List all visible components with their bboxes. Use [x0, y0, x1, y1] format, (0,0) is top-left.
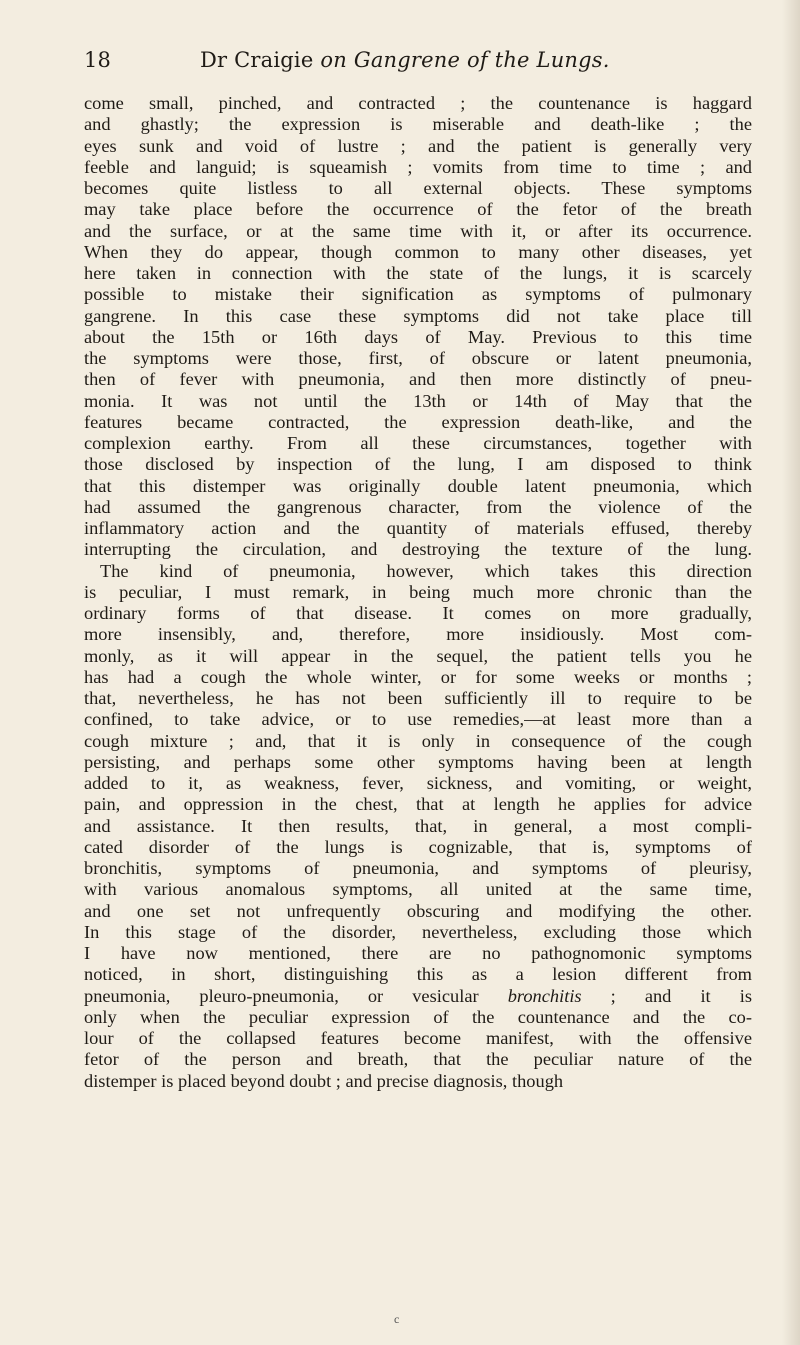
running-head-on: on [320, 48, 347, 72]
text-line: cough mixture ; and, that it is only in consequence of the cough [84, 730, 752, 751]
text-line: monia. It was not until the 13th or 14th of May that the [84, 390, 752, 411]
text-line: and the surface, or at the same time with it, or after its occurrence. [84, 220, 752, 241]
text-line: pain, and oppression in the chest, that at length he applies for advice [84, 794, 752, 815]
text-line: interrupting the circulation, and destroying the texture of the lung. [84, 539, 752, 560]
text-line: about the 15th or 16th days of May. Previous to this time [84, 326, 752, 347]
text-line: that, nevertheless, he has not been sufficiently ill to require to be [84, 688, 752, 708]
text-line: only when the peculiar expression of the countenance and the co- [84, 1006, 752, 1027]
text-line: here taken in connection with the state of the lungs, it is scarcely [84, 263, 752, 283]
text-line: possible to mistake their signification as symptoms of pulmonary [84, 284, 752, 305]
italic-term: bronchitis [507, 985, 582, 1006]
text-line: eyes sunk and void of lustre ; and the patient is generally very [84, 135, 752, 156]
text-line: and assistance. It then results, that, in general, a most compli- [84, 815, 752, 836]
text-line: confined, to take advice, or to use remedies,—at least more than a [84, 709, 752, 730]
text-line: and ghastly; the expression is miserable and death-like ; the [84, 114, 752, 135]
page-header [84, 48, 740, 82]
text-line: persisting, and perhaps some other symptoms having been at length [84, 751, 752, 772]
text-line: inflammatory action and the quantity of materials effused, thereby [84, 518, 752, 538]
text-line: noticed, in short, distinguishing this as a lesion different from [84, 964, 752, 985]
text-line: becomes quite listless to all external objects. These symptoms [84, 178, 752, 198]
running-head-title: Gangrene of the Lungs. [353, 48, 610, 72]
text-line: complexion earthy. From all these circumstances, together with [84, 433, 752, 453]
text-line: feeble and languid; is squeamish ; vomits from time to time ; and [84, 156, 752, 177]
text-line: distemper is placed beyond doubt ; and precise diagnosis, though [84, 1070, 564, 1091]
text-line: and one set not unfrequently obscuring and modifying the other. [84, 900, 752, 921]
text-line: then of fever with pneumonia, and then more distinctly of pneu- [84, 369, 752, 390]
running-head-author: Dr Craigie [200, 48, 314, 72]
text-line: that this distemper was originally double latent pneumonia, which [84, 475, 752, 496]
text-line: gangrene. In this case these symptoms did not take place till [84, 305, 752, 326]
text-line: added to it, as weakness, fever, sickness, and vomiting, or weight, [84, 773, 752, 793]
body-text [84, 93, 752, 1092]
text-line: with various anomalous symptoms, all united at the same time, [84, 879, 752, 900]
text-line: is peculiar, I must remark, in being much more chronic than the [84, 581, 752, 602]
text-line: When they do appear, though common to many other diseases, yet [84, 241, 752, 262]
text-line: fetor of the person and breath, that the peculiar nature of the [84, 1049, 752, 1070]
signature-mark: c [394, 1312, 400, 1326]
text-line: come small, pinched, and contracted ; the countenance is haggard [84, 93, 752, 113]
text-line: more insensibly, and, therefore, more insidiously. Most com- [84, 624, 752, 645]
text-line: has had a cough the whole winter, or for some weeks or months ; [84, 666, 752, 687]
text-line: those disclosed by inspection of the lung, I am disposed to think [84, 454, 752, 475]
text-line: the symptoms were those, first, of obscure or latent pneumonia, [84, 348, 752, 368]
text-line: monly, as it will appear in the sequel, the patient tells you he [84, 645, 752, 666]
text-line: I have now mentioned, there are no pathognomonic symptoms [84, 943, 752, 963]
running-head [200, 48, 610, 72]
text-line: lour of the collapsed features become manifest, with the offensive [84, 1028, 752, 1048]
text-line: pneumonia, pleuro-pneumonia, or vesicular bronchitis ; and it is [84, 985, 752, 1006]
page-edge-shadow [782, 0, 800, 1345]
page-number: 18 [84, 48, 112, 72]
text-line: had assumed the gangrenous character, from the violence of the [84, 496, 752, 517]
text-line: cated disorder of the lungs is cognizable, that is, symptoms of [84, 836, 752, 857]
text-line: ordinary forms of that disease. It comes on more gradually, [84, 603, 752, 623]
text-line: features became contracted, the expression death-like, and the [84, 411, 752, 432]
text-line: In this stage of the disorder, nevertheless, excluding those which [84, 921, 752, 942]
text-line: bronchitis, symptoms of pneumonia, and symptoms of pleurisy, [84, 858, 752, 878]
text-line: The kind of pneumonia, however, which takes this direction [100, 560, 752, 581]
text-line: may take place before the occurrence of the fetor of the breath [84, 199, 752, 220]
